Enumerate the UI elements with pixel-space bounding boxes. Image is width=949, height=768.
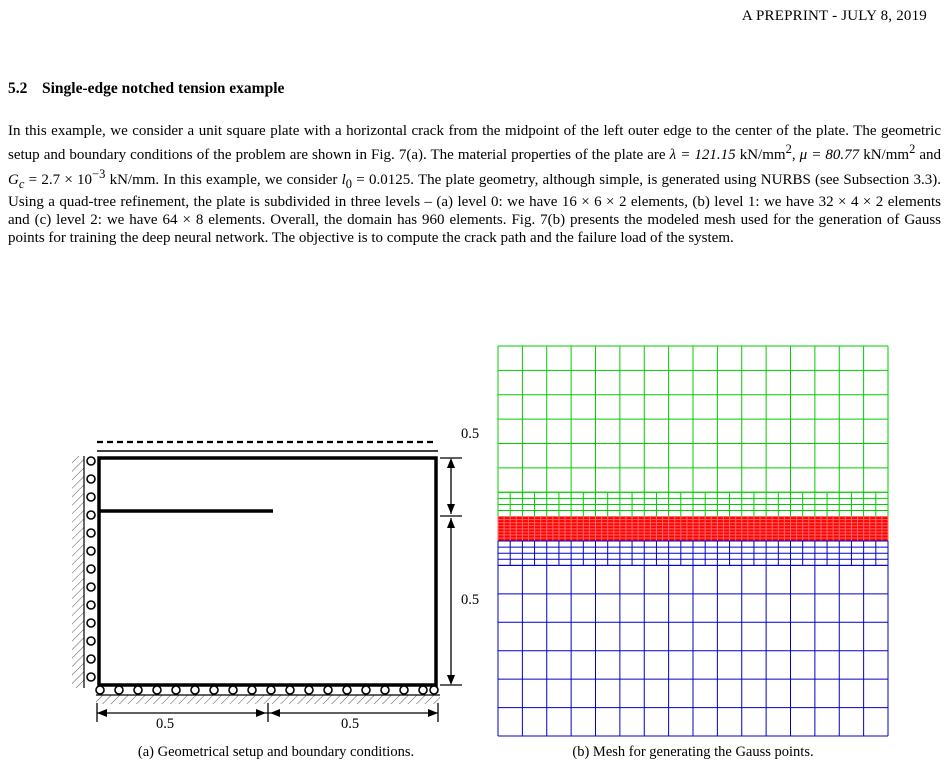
l0-subscript: 0 <box>345 176 353 191</box>
figure-b-mesh <box>496 344 890 738</box>
level2-elements: 64 × 8 <box>162 212 204 229</box>
dim-label-right: 0.5 <box>341 716 360 732</box>
superscript: 2 <box>785 142 792 157</box>
unit: kN/mm <box>863 147 910 164</box>
level0-elements: 16 × 6 × 2 <box>561 193 627 210</box>
right-dimension <box>440 458 462 685</box>
bottom-rollers <box>96 686 438 694</box>
left-rollers <box>87 457 95 681</box>
gc-value: = 2.7 × 10 <box>24 171 93 188</box>
figure-a-geometry <box>66 435 476 745</box>
section-heading <box>8 80 284 98</box>
dim-label-upper: 0.5 <box>461 426 480 442</box>
gc-symbol: G <box>8 171 19 188</box>
mu-value: μ = 80.77 <box>799 147 860 164</box>
para-text: . The plate geometry, although simple, is generated using NURBS (see Subsection 3.3). Using a quad-tree refinement, the plate is subdivided in three levels – (a) level 0: we have <box>8 171 941 210</box>
body-paragraph: In this example, we consider a unit square plate with a horizontal crack from the midpoint of the left outer edge to the center of the plate. The geometric setup and boundary conditions of the problem are shown in Fig. 7(a). The material properties of the plate are λ = 121.15 $kN/mm^2$, μ = 80.77 $kN/mm^2$ and $G_c = 2.7 \times 10^{-3}$ kN/mm. In this example, we consider $l_0 = 0.0125$. The plate geometry, although simple, is generated using NURBS (see Subsection 3.3). Using a quad-tree refinement, the plate is subdivided in three levels – (a) level 0: we have 16 × 6 × 2 elements, (b) level 1: we have 32 × 4 × 2 elements and (c) level 2: we have 64 × 8 elements. Overall, the domain has 960 elements. Fig. 7(b) presents the modeled mesh used for the generation of Gauss points for training the deep neural network. The objective is to compute the crack path and the failure load of the system. <box>8 123 942 247</box>
bottom-dimension <box>97 703 438 722</box>
dim-label-lower: 0.5 <box>461 592 480 608</box>
figure-a-caption: (a) Geometrical setup and boundary conditions. <box>137 744 415 760</box>
figure-b-caption: (b) Mesh for generating the Gauss points. <box>572 744 814 760</box>
para-text: elements. Overall, the domain has 960 elements. Fig. 7(b) presents the modeled mesh used for the generation of Gauss points for training the deep neural network. The objective is to compute the crack path and the failure load of the system. <box>8 212 941 247</box>
superscript: 2 <box>909 142 916 157</box>
gc-exponent: −3 <box>92 166 106 181</box>
gc-subscript: c <box>18 176 25 191</box>
dim-label-left: 0.5 <box>156 716 175 732</box>
para-text: and <box>915 147 942 164</box>
section-number: 5.2 <box>8 80 28 97</box>
level1-elements: 32 × 4 × 2 <box>818 193 884 210</box>
l0-symbol: l <box>341 171 346 188</box>
plate <box>99 458 436 685</box>
para-text: kN/mm. In this example, we consider <box>105 171 342 188</box>
lambda-value: λ = 121.15 <box>669 147 736 164</box>
section-title: Single-edge notched tension example <box>42 80 285 97</box>
para-text: elements, (b) level 1: we have <box>626 193 819 210</box>
bottom-support-hatch <box>96 695 440 704</box>
unit: kN/mm <box>739 147 786 164</box>
running-header: A PREPRINT - JULY 8, 2019 <box>741 8 927 24</box>
l0-value: = 0.0125 <box>352 171 411 188</box>
left-support-hatch <box>72 456 84 688</box>
para-text: In this example, we consider a unit square plate with a horizontal crack from the midpoint of the left outer edge to the center of the plate. The geometric setup and boundary conditions of the problem are shown in Fig. 7(a). The material properties of the plate are <box>8 123 941 164</box>
para-text: elements and (c) level 2: we have <box>8 193 942 229</box>
